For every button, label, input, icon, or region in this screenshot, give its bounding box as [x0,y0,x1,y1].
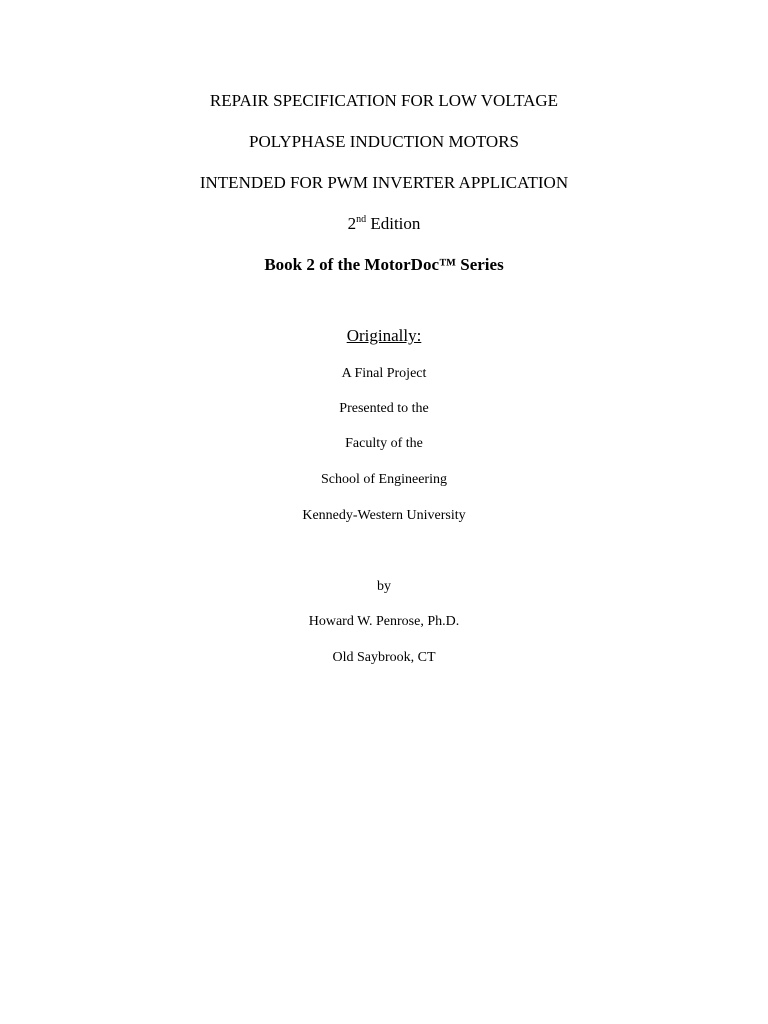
edition-line [0,215,768,232]
title-line-2: POLYPHASE INDUCTION MOTORS [248,132,519,151]
author-location: Old Saybrook, CT [332,650,436,665]
by-line: by [377,579,391,594]
title-line-3: INTENDED FOR PWM INVERTER APPLICATION [199,173,569,192]
edition-suffix: nd [356,214,367,225]
origin-line-3: Faculty of the [345,436,423,451]
author-name: Howard W. Penrose, Ph.D. [308,614,460,629]
origin-heading: Originally: [346,326,422,345]
origin-line-4: School of Engineering [321,472,447,487]
series-line: Book 2 of the MotorDoc™ Series [264,255,504,274]
origin-line-5: Kennedy-Western University [302,508,466,523]
origin-line-2: Presented to the [339,401,429,416]
edition-label: Edition [366,214,421,233]
title-line-1: REPAIR SPECIFICATION FOR LOW VOLTAGE [209,91,559,110]
origin-line-1: A Final Project [341,366,427,381]
edition-number: 2 [347,214,357,233]
